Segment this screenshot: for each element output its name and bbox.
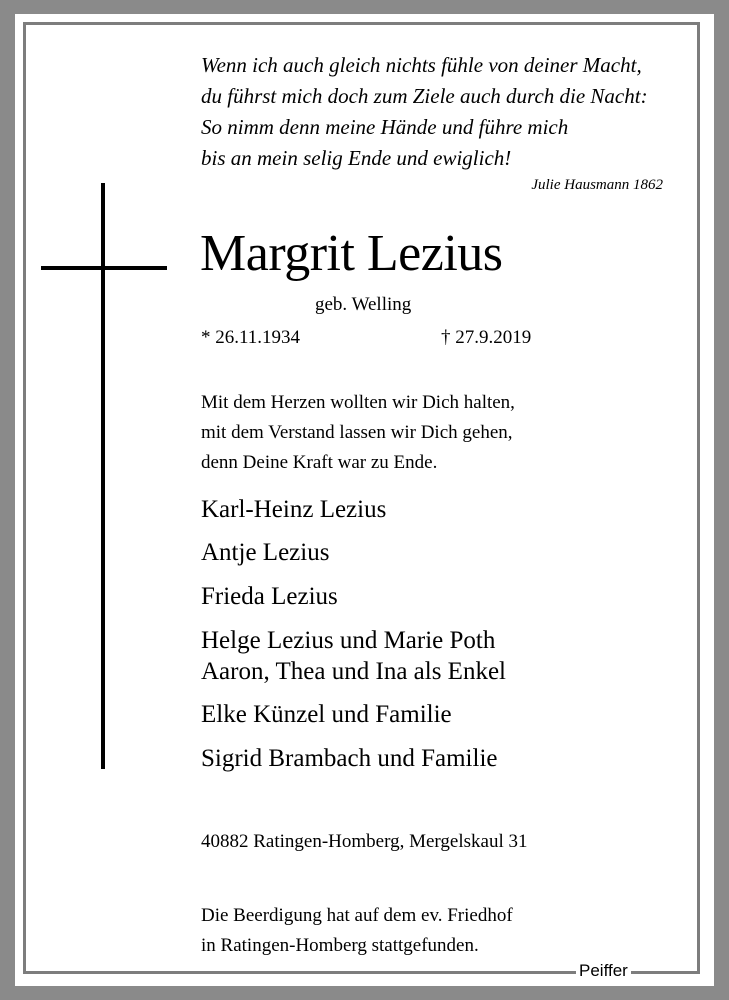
mourner-name: Elke Künzel und Familie [201,701,452,728]
publisher-label: Peiffer [576,961,631,981]
mourner-name: Sigrid Brambach und Familie [201,745,498,772]
address: 40882 Ratingen-Homberg, Mergelskaul 31 [201,831,528,852]
poem-line: So nimm denn meine Hände und führe mich [201,115,569,139]
birth-name: geb. Welling [315,294,412,315]
death-date: † 27.9.2019 [441,327,532,348]
saying-line: Mit dem Herzen wollten wir Dich halten, [201,392,515,413]
mourner-name: Antje Lezius [201,539,330,566]
cross-vertical-bar [101,183,105,769]
poem [201,50,648,174]
funeral-line: in Ratingen-Homberg stattgefunden. [201,935,479,956]
birth-date: * 26.11.1934 [201,327,301,348]
cross-horizontal-bar [41,266,167,270]
saying [201,388,515,478]
mourner-name: Aaron, Thea und Ina als Enkel [201,658,506,685]
funeral-notice [201,901,513,961]
deceased-name: Margrit Lezius [200,225,503,282]
poem-line: Wenn ich auch gleich nichts fühle von deiner Macht, [201,53,642,77]
mourner-name: Helge Lezius und Marie Poth [201,627,496,654]
mourner-name: Karl-Heinz Lezius [201,496,387,523]
mourner-name: Frieda Lezius [201,583,338,610]
poem-line: du führst mich doch zum Ziele auch durch die Nacht: [201,84,648,108]
life-dates [201,327,581,349]
saying-line: denn Deine Kraft war zu Ende. [201,452,438,473]
saying-line: mit dem Verstand lassen wir Dich gehen, [201,422,513,443]
poem-line: bis an mein selig Ende und ewiglich! [201,146,512,170]
poem-author: Julie Hausmann 1862 [531,177,663,193]
funeral-line: Die Beerdigung hat auf dem ev. Friedhof [201,905,513,926]
